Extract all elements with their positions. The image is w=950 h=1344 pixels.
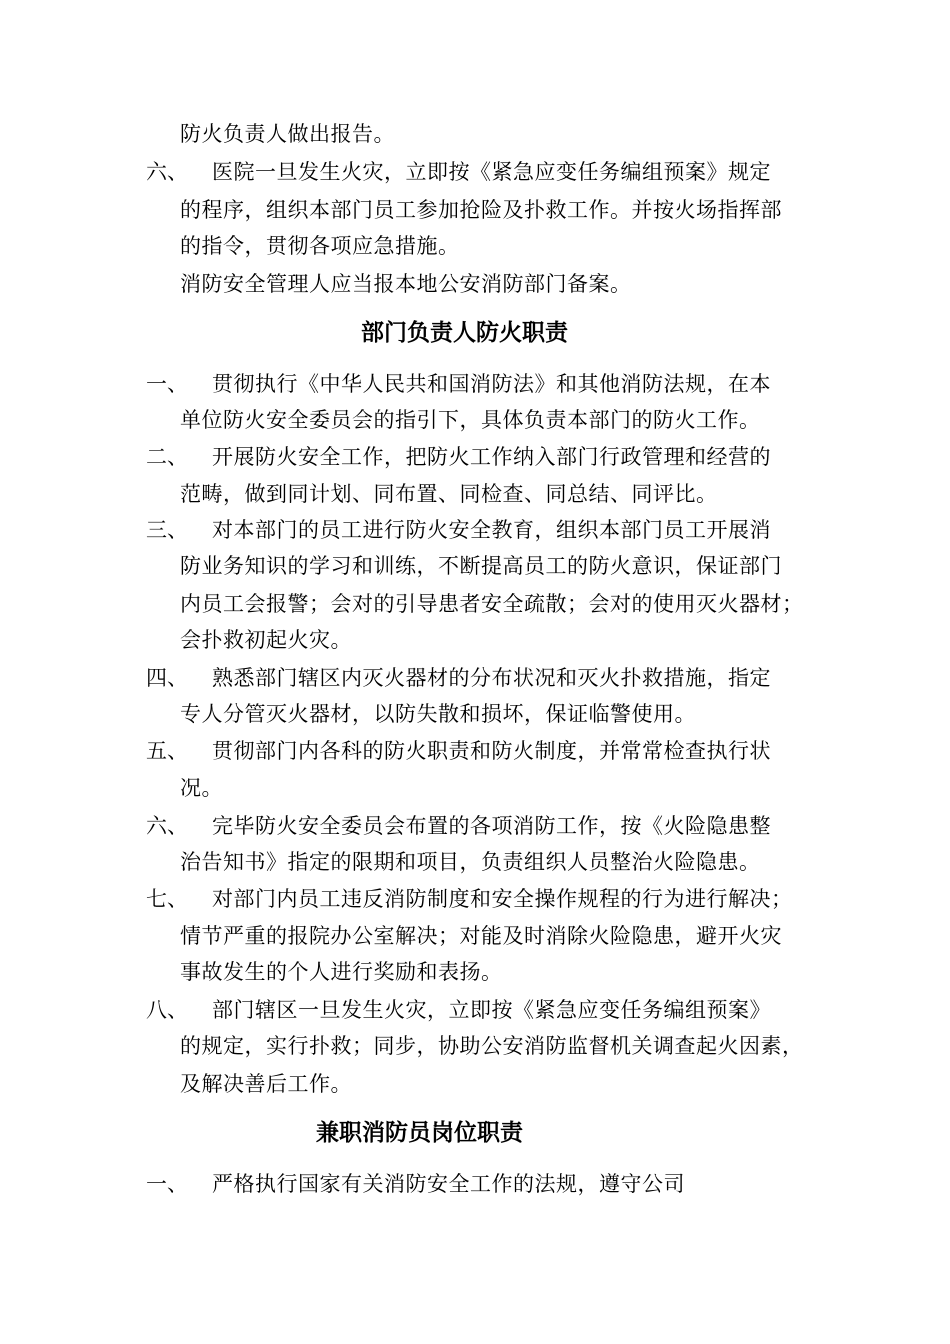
s1-item-8-line-1: 部门辖区一旦发生火灾，立即按《紧急应变任务编组预案》 [212, 998, 771, 1022]
intro-item-6-number: 六、 [146, 160, 188, 184]
s1-item-3-number: 三、 [146, 518, 188, 542]
s1-item-6-line-2: 治告知书》指定的限期和项目，负责组织人员整治火险隐患。 [180, 850, 761, 874]
s1-item-6-number: 六、 [146, 814, 188, 838]
s1-item-1-line-2: 单位防火安全委员会的指引下，具体负责本部门的防火工作。 [180, 408, 761, 432]
s2-item-1-number: 一、 [146, 1172, 188, 1196]
s1-item-7-line-3: 事故发生的个人进行奖励和表扬。 [180, 960, 503, 984]
s1-item-8-number: 八、 [146, 998, 188, 1022]
intro-note: 消防安全管理人应当报本地公安消防部门备案。 [180, 272, 632, 296]
s1-item-2-line-2: 范畴，做到同计划、同布置、同检查、同总结、同评比。 [180, 482, 718, 506]
s1-item-5-number: 五、 [146, 739, 188, 763]
s1-item-5-line-2: 况。 [180, 776, 223, 800]
section-2-title: 兼职消防员岗位职责 [316, 1120, 523, 1146]
s1-item-2-line-1: 开展防火安全工作，把防火工作纳入部门行政管理和经营的 [212, 445, 771, 469]
s1-item-5-line-1: 贯彻部门内各科的防火职责和防火制度，并常常检查执行状 [212, 739, 771, 763]
s1-item-7-number: 七、 [146, 887, 188, 911]
intro-item-6-line-3: 的指令，贯彻各项应急措施。 [180, 234, 460, 258]
intro-line-0: 防火负责人做出报告。 [180, 122, 395, 146]
s2-item-1-line-1: 严格执行国家有关消防安全工作的法规，遵守公司 [212, 1172, 685, 1196]
section-1-title: 部门负责人防火职责 [361, 320, 568, 346]
s1-item-7-line-1: 对部门内员工违反消防制度和安全操作规程的行为进行解决； [212, 887, 793, 911]
s1-item-3-line-1: 对本部门的员工进行防火安全教育，组织本部门员工开展消 [212, 518, 771, 542]
s1-item-4-number: 四、 [146, 666, 188, 690]
s1-item-2-number: 二、 [146, 445, 188, 469]
s1-item-3-line-4: 会扑救初起火灾。 [180, 628, 352, 652]
intro-item-6-line-1: 医院一旦发生火灾，立即按《紧急应变任务编组预案》规定 [212, 160, 771, 184]
s1-item-7-line-2: 情节严重的报院办公室解决；对能及时消除火险隐患，避开火灾 [180, 924, 782, 948]
s1-item-1-number: 一、 [146, 372, 188, 396]
s1-item-3-line-2: 防业务知识的学习和训练，不断提高员工的防火意识，保证部门 [180, 554, 782, 578]
s1-item-4-line-2: 专人分管灭火器材，以防失散和损坏，保证临警使用。 [180, 702, 696, 726]
s1-item-4-line-1: 熟悉部门辖区内灭火器材的分布状况和灭火扑救措施，指定 [212, 666, 771, 690]
s1-item-1-line-1: 贯彻执行《中华人民共和国消防法》和其他消防法规，在本 [212, 372, 771, 396]
s1-item-8-line-2: 的规定，实行扑救；同步，协助公安消防监督机关调查起火因素， [180, 1034, 804, 1058]
s1-item-8-line-3: 及解决善后工作。 [180, 1072, 352, 1096]
s1-item-3-line-3: 内员工会报警；会对的引导患者安全疏散；会对的使用灭火器材； [180, 592, 804, 616]
intro-item-6-line-2: 的程序，组织本部门员工参加抢险及扑救工作。并按火场指挥部 [180, 198, 782, 222]
s1-item-6-line-1: 完毕防火安全委员会布置的各项消防工作，按《火险隐患整 [212, 814, 771, 838]
